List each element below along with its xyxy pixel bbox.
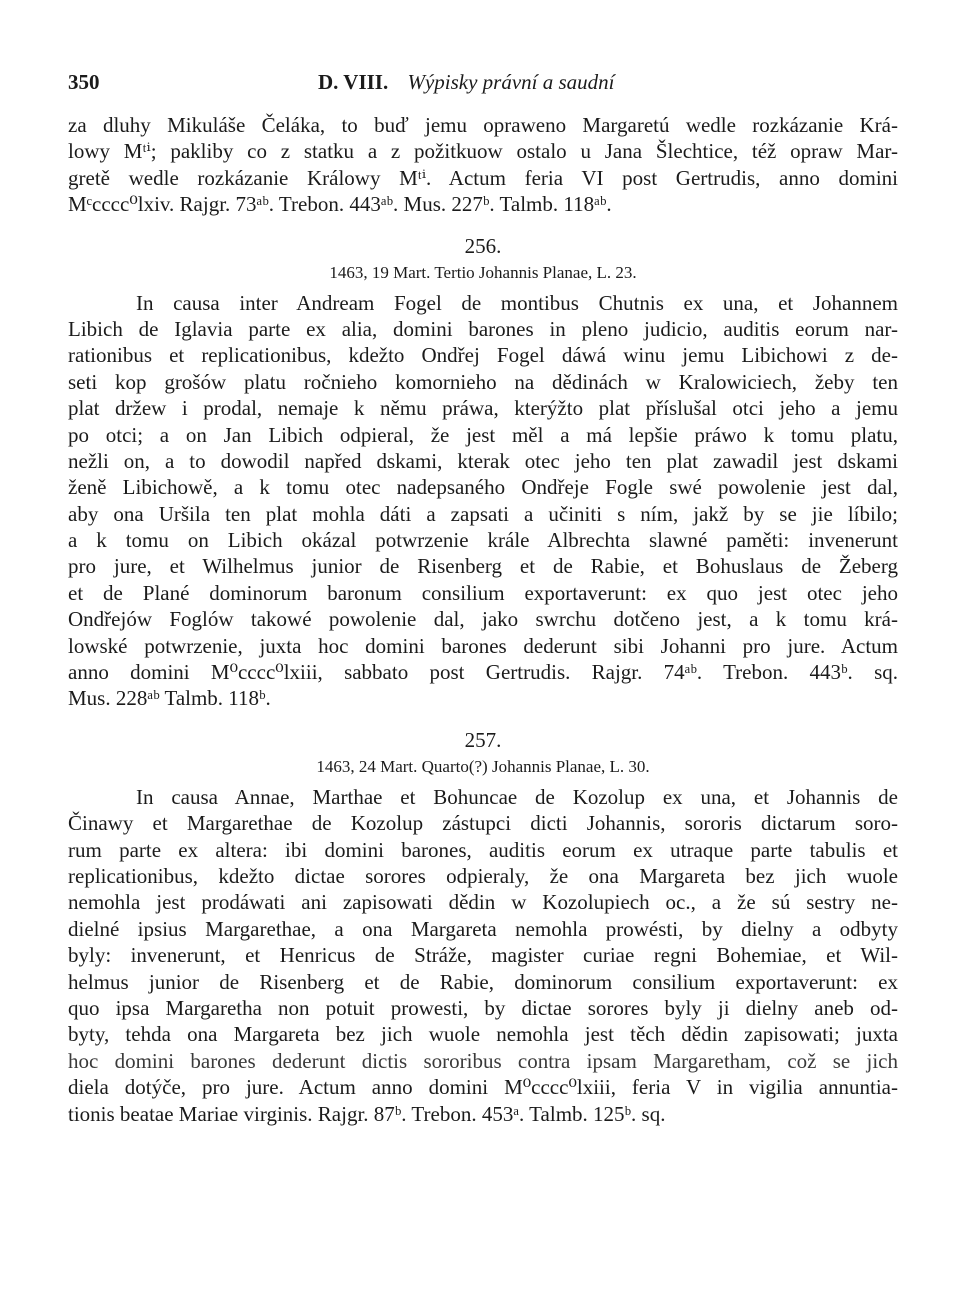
entry-256 xyxy=(68,232,898,712)
text-line: aby ona Uršila ten plat mohla dáti a zapsati a učiniti s ním, jakž by se jie líbilo; xyxy=(68,501,898,526)
text-line: gretě wedle rozkázanie Králowy Mᵗⁱ. Actum feria VI post Gertrudis, anno domini xyxy=(68,165,898,190)
text-line: replicationibus, kdežto dictae sorores odpieraly, že ona Margareta bez jich wuole xyxy=(68,863,898,888)
entry-257 xyxy=(68,726,898,1127)
text-line: ženě Libichowě, a k tomu otec nadepsaného Ondřeje Fogle swé powolenie jest dal, xyxy=(68,475,898,500)
chapter-label: D. VIII. xyxy=(318,70,389,94)
text-line: quo ipsa Margaretha non potuit prowesti, by dictae sorores byly ji dielny aneb od- xyxy=(68,995,898,1020)
entry-number: 257. xyxy=(464,727,502,752)
text-line: byly: invenerunt, et Henricus de Stráže, magister curiae regni Bohemiae, et Wil- xyxy=(68,943,898,968)
text-line: In causa Annae, Marthae et Bohuncae de Kozolup ex una, et Johannis de xyxy=(136,784,898,809)
text-line: lowy Mᵗⁱ; pakliby co z statku a z požitkuow ostalo u Jana Šlechtice, též opraw Mar- xyxy=(68,139,898,164)
page-body xyxy=(68,112,898,1127)
text-line: Ondřejów Foglów takowé powolenie dal, jako swrchu dotčeno jest, a k tomu krá- xyxy=(68,607,898,632)
text-line: nežli on, a to dowodil napřed dskami, kterak otec jeho ten plat zawadil jest dskami xyxy=(68,448,898,473)
entry-date: 1463, 19 Mart. Tertio Johannis Planae, L. 23. xyxy=(329,262,637,282)
entry-text xyxy=(68,290,898,712)
text-line: hoc domini barones dederunt dictis sororibus contra ipsam Margaretham, což se jich xyxy=(68,1048,898,1073)
text-line: po otci; a on Jan Libich odpieral, že jest měl a má lepšie práwo k tomu platu, xyxy=(68,422,898,447)
page-number: 350 xyxy=(68,70,100,94)
text-line: et de Plané dominorum baronum consilium exportaverunt: ex quo jest otec jeho xyxy=(68,580,898,605)
text-line: a k tomu on Libich okázal potwrzenie krále Albrechta slawné paměti: invenerunt xyxy=(68,528,898,553)
text-line: pro jure, et Wilhelmus junior de Risenberg et de Rabie, et Bohuslaus de Žeberg xyxy=(68,554,898,579)
entry-date: 1463, 24 Mart. Quarto(?) Johannis Planae, L. 30. xyxy=(316,756,650,776)
text-line: plat držew i prodal, nemaje k němu práwa, kterýžto plat příslušal otci jeho a jemu xyxy=(68,396,898,421)
text-line: seti kop grošów platu ročnieho komornieho na dědinách w Kralowiciech, žeby ten xyxy=(68,369,898,394)
text-line: Mus. 228ᵃᵇ Talmb. 118ᵇ. xyxy=(68,686,271,711)
text-line: helmus junior de Risenberg et de Rabie, dominorum consilium exportaverunt: ex xyxy=(68,969,898,994)
page-header xyxy=(68,70,898,102)
text-line: rationibus et replicationibus, kdežto Ondřej Fogel dáwá winu jemu Libichowi z de- xyxy=(68,343,898,368)
text-line: anno domini M⁰cccc⁰lxiii, sabbato post Gertrudis. Rajgr. 74ᵃᵇ. Trebon. 443ᵇ. sq. xyxy=(68,660,898,685)
running-title: Wýpisky právní a saudní xyxy=(407,70,615,94)
text-line: In causa inter Andream Fogel de montibus Chutnis ex una, et Johannem xyxy=(136,290,898,315)
text-line: byty, tehda ona Margareta bez jich wuole nemohla jest těch dědin zapisowati; juxta xyxy=(68,1022,898,1047)
text-line: nemohla jest prodáwati ani zapisowati dědin w Kozolupiech oc., a že sú sestry ne- xyxy=(68,890,898,915)
text-line: dielné ipsius Margarethae, a ona Margareta nemohla prowésti, by dielny a odbyty xyxy=(68,916,898,941)
text-line: rum parte ex altera: ibi domini barones, auditis eorum ex utraque parte tabulis et xyxy=(68,837,898,862)
text-line: za dluhy Mikuláše Čeláka, to buď jemu opraweno Margaretú wedle rozkázanie Krá- xyxy=(68,113,898,137)
entry-text xyxy=(68,784,898,1127)
entry-number: 256. xyxy=(464,233,502,258)
text-line: Činawy et Margarethae de Kozolup zástupci dicti Johannis, sororis dictarum soro- xyxy=(68,811,898,836)
text-line: diela dotýče, pro jure. Actum anno domini M⁰cccc⁰lxiii, feria V in vigilia annuntia- xyxy=(68,1075,898,1100)
intro-paragraph xyxy=(68,112,898,218)
text-line: lowské potwrzenie, juxta hoc domini barones dederunt sibi Johanni pro jure. Actum xyxy=(68,633,898,658)
text-line: Libich de Iglavia parte ex alia, domini barones in pleno judicio, auditis eorum nar- xyxy=(68,316,898,341)
text-line: Mᶜcccc⁰lxiv. Rajgr. 73ᵃᵇ. Trebon. 443ᵃᵇ. Mus. 227ᵇ. Talmb. 118ᵃᵇ. xyxy=(68,192,612,217)
text-line: tionis beatae Mariae virginis. Rajgr. 87ᵇ. Trebon. 453ᵃ. Talmb. 125ᵇ. sq. xyxy=(68,1101,666,1126)
running-head xyxy=(318,70,615,95)
